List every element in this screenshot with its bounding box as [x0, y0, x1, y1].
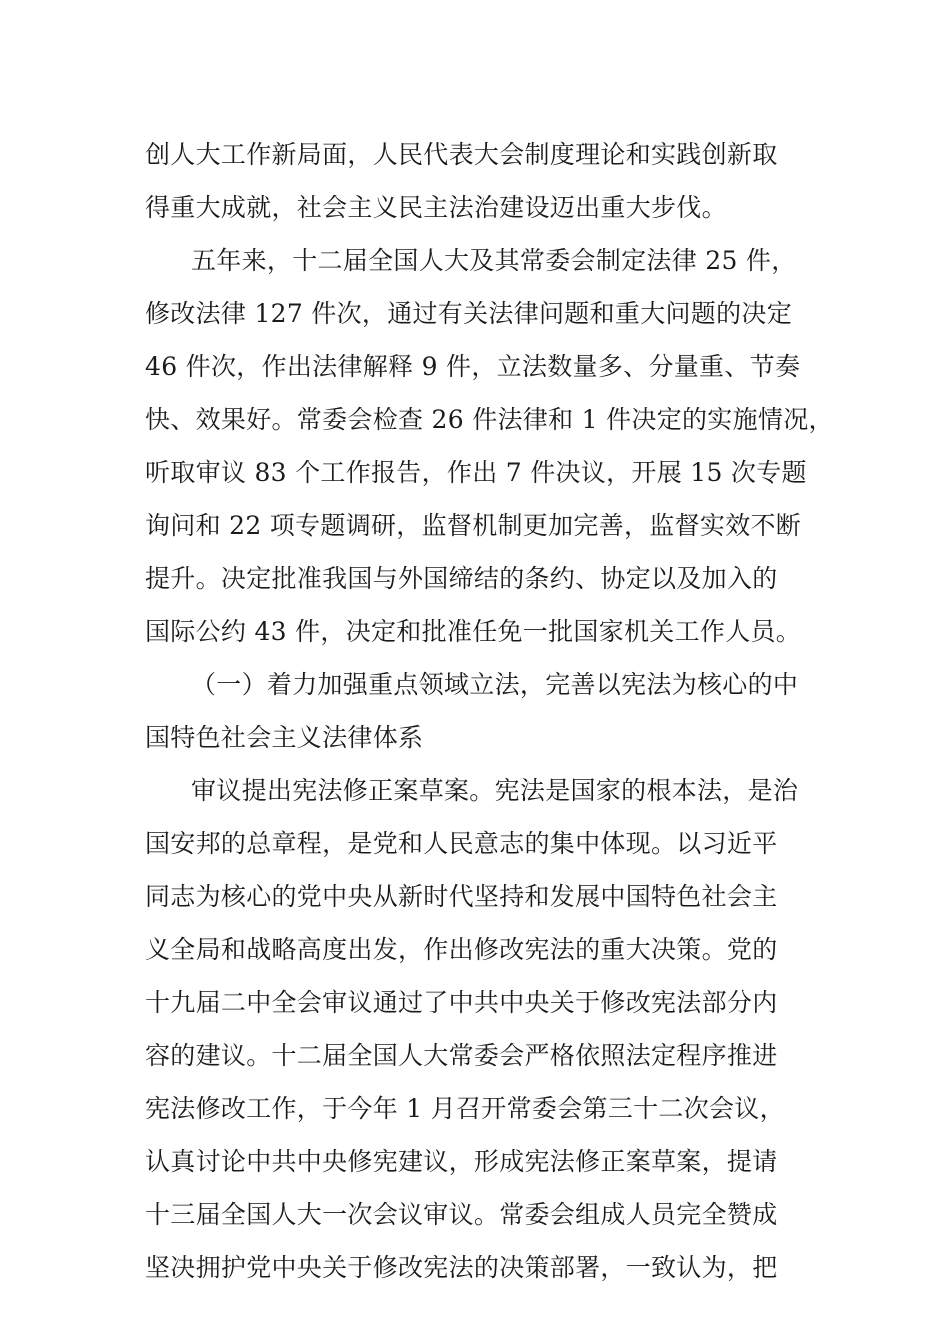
text-line: 容的建议。十二届全国人大常委会严格依照法定程序推进	[145, 1041, 778, 1070]
text-line: 十九届二中全会审议通过了中共中央关于修改宪法部分内	[145, 988, 778, 1017]
section-heading	[145, 658, 810, 764]
heading-line: 国特色社会主义法律体系	[145, 723, 424, 752]
text-line: 46 件次，作出法律解释 9 件，立法数量多、分量重、节奏	[145, 352, 801, 381]
text-line: 审议提出宪法修正案草案。宪法是国家的根本法，是治	[191, 776, 799, 805]
text-line: 听取审议 83 个工作报告，作出 7 件决议，开展 15 次专题	[145, 458, 807, 487]
paragraph-continuation	[145, 128, 810, 234]
text-line: 认真讨论中共中央修宪建议，形成宪法修正案草案，提请	[145, 1147, 778, 1176]
text-line: 快、效果好。常委会检查 26 件法律和 1 件决定的实施情况，	[145, 405, 834, 434]
heading-line: （一）着力加强重点领域立法，完善以宪法为核心的中	[191, 670, 799, 699]
text-line: 坚决拥护党中央关于修改宪法的决策部署，一致认为，把	[145, 1253, 778, 1282]
text-line: 五年来，十二届全国人大及其常委会制定法律 25 件，	[191, 246, 797, 275]
paragraph-five-year-summary	[145, 234, 834, 658]
text-line: 国安邦的总章程，是党和人民意志的集中体现。以习近平	[145, 829, 778, 858]
text-line: 提升。决定批准我国与外国缔结的条约、协定以及加入的	[145, 564, 778, 593]
text-line: 得重大成就，社会主义民主法治建设迈出重大步伐。	[145, 193, 727, 222]
text-line: 国际公约 43 件，决定和批准任免一批国家机关工作人员。	[145, 617, 802, 646]
text-line: 宪法修改工作，于今年 1 月召开常委会第三十二次会议，	[145, 1094, 785, 1123]
text-line: 义全局和战略高度出发，作出修改宪法的重大决策。党的	[145, 935, 778, 964]
document-body	[145, 128, 834, 1294]
paragraph-constitution-amendment	[145, 764, 810, 1294]
text-line: 创人大工作新局面，人民代表大会制度理论和实践创新取	[145, 140, 778, 169]
text-line: 同志为核心的党中央从新时代坚持和发展中国特色社会主	[145, 882, 778, 911]
text-line: 询问和 22 项专题调研，监督机制更加完善，监督实效不断	[145, 511, 802, 540]
text-line: 修改法律 127 件次，通过有关法律问题和重大问题的决定	[145, 299, 793, 328]
text-line: 十三届全国人大一次会议审议。常委会组成人员完全赞成	[145, 1200, 778, 1229]
